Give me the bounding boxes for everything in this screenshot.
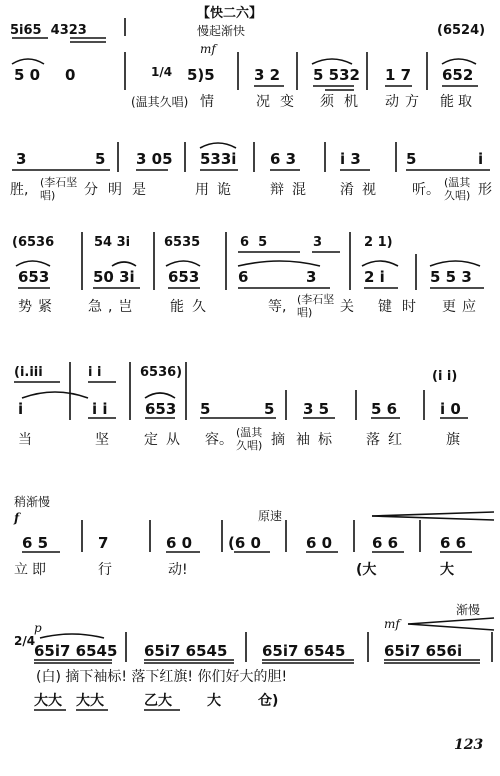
s1-note: 3 2: [254, 66, 281, 84]
page-number: 123: [454, 737, 484, 753]
s3-top: 3: [313, 235, 323, 250]
s4-note: 5: [264, 400, 275, 418]
s4-top: 6536): [140, 365, 183, 380]
s6-note: 65i7 6545: [262, 642, 346, 660]
s3-note: 5 5 3: [430, 268, 472, 286]
s2-note: 3: [16, 150, 27, 168]
s6-note: 65i7 6545: [144, 642, 228, 660]
s5-note: 6 0: [306, 534, 333, 552]
s3-note: 2 i: [364, 268, 385, 286]
s5-lyric: 立即: [14, 562, 50, 578]
s3-lyric: 急,岂: [88, 299, 139, 315]
s6-dynamic-mf: mf: [384, 617, 400, 631]
s3-top: (6536: [12, 235, 55, 250]
s5-lyric: 动!: [168, 562, 188, 578]
s6-percussion: 大: [207, 693, 221, 709]
s2-lyric: 胜,: [10, 182, 29, 198]
s6-percussion: 大大: [76, 693, 104, 709]
s6-tempo-mark: 渐慢: [456, 603, 481, 617]
s4-lyric: 容。: [205, 432, 233, 448]
s1-note: 5 0: [14, 66, 41, 84]
s2-note: i: [478, 150, 484, 168]
system1-top-left: 5i65 4323: [10, 23, 87, 38]
s4-lyric: 坚: [95, 432, 109, 448]
s4-lyric: 袖标: [296, 432, 340, 448]
s4-top: (i.iii: [14, 365, 43, 380]
s3-lyric: 更应: [442, 299, 482, 315]
s5-note: (6 0: [228, 534, 261, 552]
s5-lyric: 行: [98, 562, 112, 578]
s3-lyric: 能久: [170, 299, 214, 315]
s6-percussion: 仓): [258, 693, 279, 709]
s3-note: 3: [306, 268, 317, 286]
s6-note: 65i7 656i: [384, 642, 463, 660]
s2-lyric: 形: [478, 182, 492, 198]
s3-lyric: 势紧: [18, 299, 58, 315]
s1-lyric: 况变: [256, 94, 304, 110]
s2-note: 3 05: [136, 150, 173, 168]
s3-top: 6 5: [240, 235, 268, 250]
s2-note: 6 3: [270, 150, 297, 168]
s1-lyric: 能取: [440, 94, 476, 110]
s6-note: 65i7 6545: [34, 642, 118, 660]
s4-note: i i: [92, 400, 108, 418]
s3-singer-note: (李石坚唱): [297, 293, 335, 319]
s3-note: 653: [18, 268, 50, 286]
s6-percussion: 大大: [34, 693, 62, 709]
s3-top: 6535: [164, 235, 201, 250]
s3-lyric: 关: [340, 299, 354, 315]
s1-note: 5)5: [187, 66, 215, 84]
s5-tempo-mark: 稍渐慢: [14, 495, 51, 509]
s6-dynamic-p: p: [34, 621, 42, 635]
s3-top: 2 1): [364, 235, 393, 250]
s4-note: i 0: [440, 400, 461, 418]
s3-note: 6: [238, 268, 249, 286]
s3-note: 653: [168, 268, 200, 286]
s5-note: 6 6: [440, 534, 467, 552]
s6-percussion: 乙大: [144, 693, 172, 709]
s1-lyric: 情: [200, 94, 214, 110]
s1-note: 1 7: [385, 66, 412, 84]
s2-lyric: 用诡: [195, 182, 239, 198]
s5-note: 6 6: [372, 534, 399, 552]
s1-singer-note: (温其久唱): [131, 95, 189, 109]
s2-lyric: 分明是: [84, 182, 156, 198]
s2-singer-note: (温其久唱): [444, 176, 471, 202]
s4-lyric: 旗: [446, 432, 460, 448]
s1-note: 0: [65, 66, 76, 84]
s4-note: 5: [200, 400, 211, 418]
s5-note: 7: [98, 534, 109, 552]
s1-note: 652: [442, 66, 474, 84]
s2-singer-note: (李石坚唱): [40, 176, 78, 202]
s3-lyric: 等,: [268, 299, 287, 315]
s2-note: 533i: [200, 150, 237, 168]
system1-top-right: (6524): [437, 23, 486, 38]
s2-note: 5: [406, 150, 417, 168]
s2-note: 5: [95, 150, 106, 168]
s4-note: 653: [145, 400, 177, 418]
s6-time-signature: 2/4: [14, 634, 36, 648]
s2-lyric: 淆视: [340, 182, 384, 198]
s4-note: 5 6: [371, 400, 398, 418]
dynamic-mf-marking: mf: [200, 42, 216, 56]
s4-lyric: 摘: [271, 432, 285, 448]
s4-lyric: 当: [18, 432, 32, 448]
s4-lyric: 落红: [366, 432, 410, 448]
s2-lyric: 辩混: [270, 182, 314, 198]
s3-lyric: 键时: [378, 299, 426, 315]
s4-note: i: [18, 400, 24, 418]
s4-lyric: 定从: [144, 432, 188, 448]
s1-note: 5 532: [313, 66, 360, 84]
s4-top: (i i): [432, 369, 458, 384]
s5-note: 6 5: [22, 534, 49, 552]
s5-dynamic-f: f: [14, 511, 20, 525]
s3-note: 50 3i: [93, 268, 135, 286]
s1-lyric: 动方: [385, 94, 425, 110]
s2-note: i 3: [340, 150, 361, 168]
s6-spoken-line: (白) 摘下袖标! 落下红旗! 你们好大的胆!: [36, 669, 288, 685]
s3-top: 54 3i: [94, 235, 131, 250]
s5-tempo-restore: 原速: [258, 509, 283, 523]
s4-top: i i: [88, 365, 102, 380]
s1-time-signature: 1/4: [151, 65, 173, 79]
s4-singer-note: (温其久唱): [236, 426, 263, 452]
section-title: 【快二六】: [197, 6, 263, 21]
s1-lyric: 须机: [320, 94, 368, 110]
s4-note: 3 5: [303, 400, 330, 418]
s5-lyric: 大: [440, 562, 454, 578]
s5-note: 6 0: [166, 534, 193, 552]
s5-lyric: (大: [356, 562, 377, 578]
tempo-marking: 慢起渐快: [197, 24, 246, 38]
s2-lyric: 听。: [412, 182, 440, 198]
